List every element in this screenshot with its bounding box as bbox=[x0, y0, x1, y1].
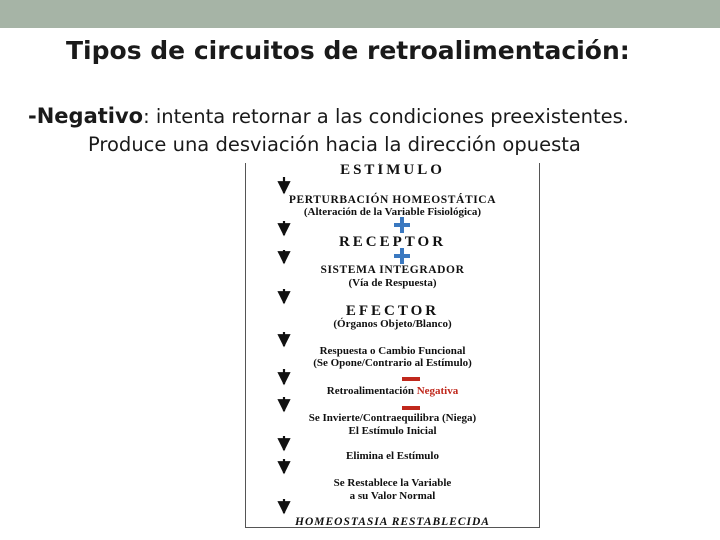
deviation-text: Produce una desviación hacia la dirección opuesta bbox=[88, 133, 581, 156]
node-restablece-sub: a su Valor Normal bbox=[349, 490, 436, 502]
node-invierte-sub: El Estímulo Inicial bbox=[348, 425, 437, 437]
node-efector-sub: (Órganos Objeto/Blanco) bbox=[333, 318, 452, 330]
node-homeostasis: HOMEOSTASIA RESTABLECIDA bbox=[295, 516, 490, 528]
minus-icon bbox=[402, 406, 420, 410]
plus-icon bbox=[394, 217, 410, 233]
minus-icon bbox=[402, 377, 420, 381]
negative-keyword: -Negativo bbox=[28, 104, 144, 128]
node-invierte: Se Invierte/Contraequilibra (Niega) bbox=[308, 412, 477, 424]
node-respuesta-sub: (Se Opone/Contrario al Estímulo) bbox=[313, 357, 472, 369]
node-integrador: SISTEMA INTEGRADOR bbox=[320, 264, 465, 276]
slide-title: Tipos de circuitos de retroalimentación: bbox=[66, 36, 630, 65]
retro-negativa: Negativa bbox=[416, 385, 459, 397]
node-integrador-sub: (Vía de Respuesta) bbox=[348, 277, 437, 289]
node-perturbacion: PERTURBACIÓN HOMEOSTÁTICA bbox=[288, 194, 497, 206]
node-retroalimentacion bbox=[246, 386, 539, 397]
negative-description: : intenta retornar a las condiciones preexistentes. bbox=[143, 105, 629, 128]
bullet-negative bbox=[28, 104, 629, 128]
node-elimina: Elimina el Estímulo bbox=[346, 450, 439, 462]
feedback-flowchart bbox=[245, 163, 540, 528]
top-accent-bar bbox=[0, 0, 720, 28]
node-efector: EFECTOR bbox=[345, 303, 440, 319]
node-receptor: RECEPTOR bbox=[338, 234, 447, 250]
node-estimulo: ESTÍMULO bbox=[340, 163, 445, 178]
node-restablece: Se Restablece la Variable bbox=[333, 477, 452, 489]
node-perturbacion-sub: (Alteración de la Variable Fisiológica) bbox=[303, 206, 482, 218]
plus-icon bbox=[394, 248, 410, 264]
retro-prefix: Retroalimentación bbox=[326, 385, 417, 397]
node-respuesta: Respuesta o Cambio Funcional bbox=[319, 345, 466, 357]
